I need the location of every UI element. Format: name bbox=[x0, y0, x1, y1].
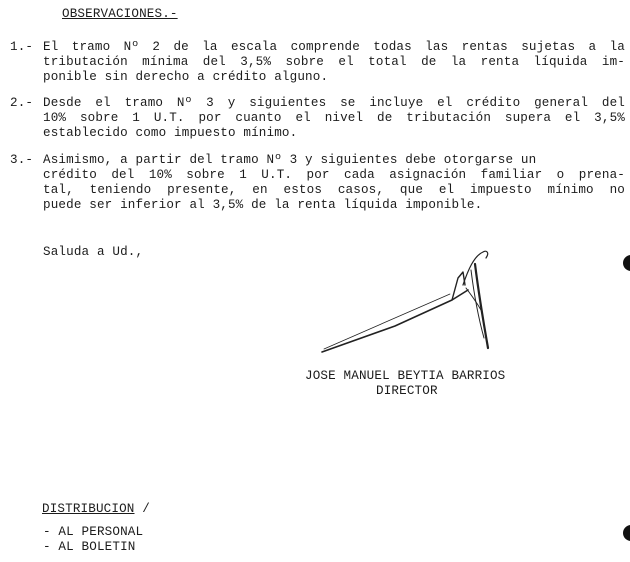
observation-line: El tramo Nº 2 de la escala comprende todas las rentas sujetas a la bbox=[43, 40, 625, 54]
observation-line: tal, teniendo presente, en estos casos, que el impuesto mínimo no bbox=[43, 183, 625, 197]
distribution-item: - AL PERSONAL bbox=[43, 525, 144, 539]
observation-line: Asimismo, a partir del tramo Nº 3 y siguientes debe otorgarse un bbox=[43, 153, 537, 167]
signatory-name: JOSE MANUEL BEYTIA BARRIOS bbox=[305, 369, 506, 383]
distribution-item: - AL BOLETIN bbox=[43, 540, 136, 554]
observation-line: Desde el tramo Nº 3 y siguientes se incluye el crédito general del bbox=[43, 96, 625, 110]
scan-hole-mark bbox=[623, 255, 630, 271]
observation-item-3 bbox=[10, 153, 625, 213]
observation-number: 1.- bbox=[10, 40, 34, 54]
observation-line: establecido como impuesto mínimo. bbox=[43, 126, 298, 140]
observation-item-1 bbox=[10, 40, 625, 85]
observation-line: puede ser inferior al 3,5% de la renta líquida imponible. bbox=[43, 198, 483, 212]
observation-line: ponible sin derecho a crédito alguno. bbox=[43, 70, 329, 84]
distribution-title bbox=[42, 502, 150, 516]
handwritten-signature bbox=[300, 230, 530, 365]
observation-line: tributación mínima del 3,5% sobre el total de la renta líquida im- bbox=[43, 55, 625, 69]
observation-line: 10% sobre 1 U.T. por cuanto el nivel de tributación supera el 3,5% bbox=[43, 111, 625, 125]
observation-item-2 bbox=[10, 96, 625, 141]
section-heading: OBSERVACIONES.- bbox=[62, 7, 178, 21]
observation-number: 3.- bbox=[10, 153, 34, 167]
observation-number: 2.- bbox=[10, 96, 34, 110]
signatory-title: DIRECTOR bbox=[376, 384, 438, 398]
closing-salutation: Saluda a Ud., bbox=[43, 245, 144, 259]
scan-hole-mark bbox=[623, 525, 630, 541]
distribution-title-text: DISTRIBUCION bbox=[42, 502, 135, 516]
distribution-title-mark: / bbox=[142, 502, 150, 516]
observation-line: crédito del 10% sobre 1 U.T. por cada asignación familiar o prena- bbox=[43, 168, 625, 182]
